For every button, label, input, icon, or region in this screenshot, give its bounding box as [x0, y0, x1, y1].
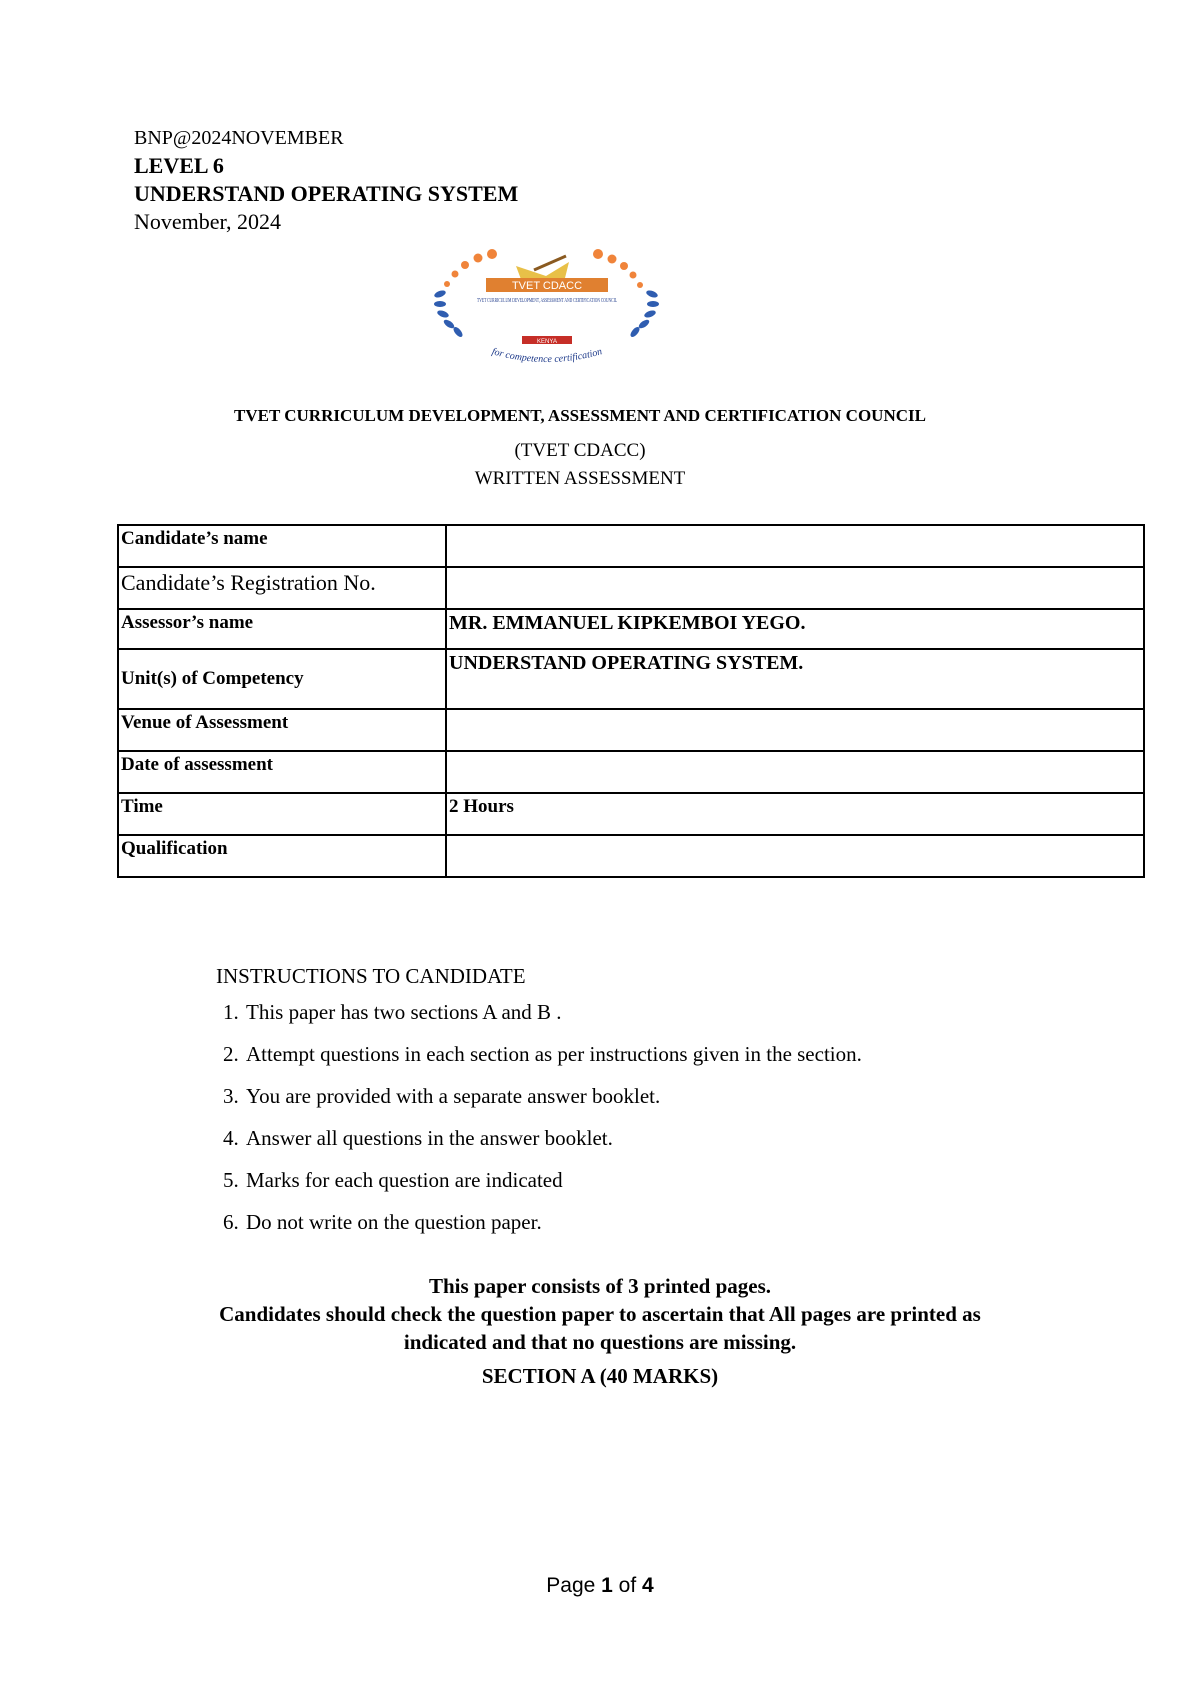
current-page-number: 1: [601, 1574, 613, 1597]
table-row: [118, 709, 1144, 751]
row-label: Candidate’s Registration No.: [118, 567, 446, 609]
document-header: [134, 124, 518, 236]
logo-motto-path: for competence certification: [490, 346, 604, 366]
table-row: [118, 525, 1144, 567]
list-item: 1. This paper has two sections A and B .: [244, 997, 862, 1039]
council-name: TVET CURRICULUM DEVELOPMENT, ASSESSMENT AND CERTIFICATION COUNCIL: [234, 406, 926, 425]
list-item: 6. Do not write on the question paper.: [244, 1207, 862, 1249]
list-item: 5. Marks for each question are indicated: [244, 1165, 862, 1207]
instructions-block: [216, 964, 862, 1249]
section-a-heading: SECTION A (40 MARKS): [481, 1364, 719, 1388]
row-label: Time: [118, 793, 446, 835]
tvet-cdacc-logo: [434, 248, 660, 372]
assessor-name-value: MR. EMMANUEL KIPKEMBOI YEGO.: [446, 609, 1144, 649]
paper-level: LEVEL 6: [134, 153, 224, 178]
table-row: [118, 793, 1144, 835]
logo-subtext: TVET CURRICULUM DEVELOPMENT, ASSESSMENT AND CERTIFICATION COUNCIL: [477, 297, 618, 304]
logo-laurel-right: [629, 289, 659, 338]
assessment-type: WRITTEN ASSESSMENT: [474, 468, 686, 489]
row-label: Venue of Assessment: [118, 709, 446, 751]
instructions-heading: INSTRUCTIONS TO CANDIDATE: [216, 964, 526, 988]
council-abbreviation: (TVET CDACC): [514, 440, 646, 461]
assessment-date-field: [446, 751, 1144, 793]
page-prefix: Page: [546, 1574, 602, 1597]
table-row: [118, 609, 1144, 649]
logo-banner-text: KENYA: [537, 339, 557, 345]
paper-title: UNDERSTAND OPERATING SYSTEM: [134, 181, 519, 206]
instructions-list: [216, 997, 862, 1249]
page-footer: [0, 1574, 1200, 1598]
pages-count-note: This paper consists of 3 printed pages.: [428, 1274, 772, 1298]
row-label: Candidate’s name: [118, 525, 446, 567]
logo-laurel-left: [434, 289, 464, 338]
table-row: [118, 751, 1144, 793]
paper-notes: [0, 1272, 1200, 1356]
table-row: [118, 649, 1144, 709]
venue-field: [446, 709, 1144, 751]
qualification-field: [446, 835, 1144, 877]
row-label: Unit(s) of Competency: [118, 649, 446, 709]
table-row: [118, 835, 1144, 877]
table-row: [118, 567, 1144, 609]
candidate-name-field: [446, 525, 1144, 567]
registration-number-field: [446, 567, 1144, 609]
page-separator: of: [612, 1574, 643, 1597]
check-pages-note-continued: indicated and that no questions are missing.: [403, 1330, 797, 1354]
time-value: 2 Hours: [446, 793, 1144, 835]
row-label: Assessor’s name: [118, 609, 446, 649]
paper-code: BNP@2024NOVEMBER: [134, 127, 344, 149]
paper-date: November, 2024: [134, 209, 281, 234]
logo-title: TVET CDACC: [511, 280, 583, 292]
total-page-number: 4: [642, 1574, 654, 1597]
list-item: 4. Answer all questions in the answer booklet.: [244, 1123, 862, 1165]
logo-motto: [491, 346, 604, 365]
list-item: 2. Attempt questions in each section as per instructions given in the section.: [244, 1039, 862, 1081]
list-item: 3. You are provided with a separate answer booklet.: [244, 1081, 862, 1123]
row-label: Qualification: [118, 835, 446, 877]
check-pages-note: Candidates should check the question paper to ascertain that All pages are printed as: [219, 1302, 981, 1326]
unit-of-competency-value: UNDERSTAND OPERATING SYSTEM.: [446, 649, 1144, 709]
candidate-details-table: [117, 524, 1145, 878]
row-label: Date of assessment: [118, 751, 446, 793]
